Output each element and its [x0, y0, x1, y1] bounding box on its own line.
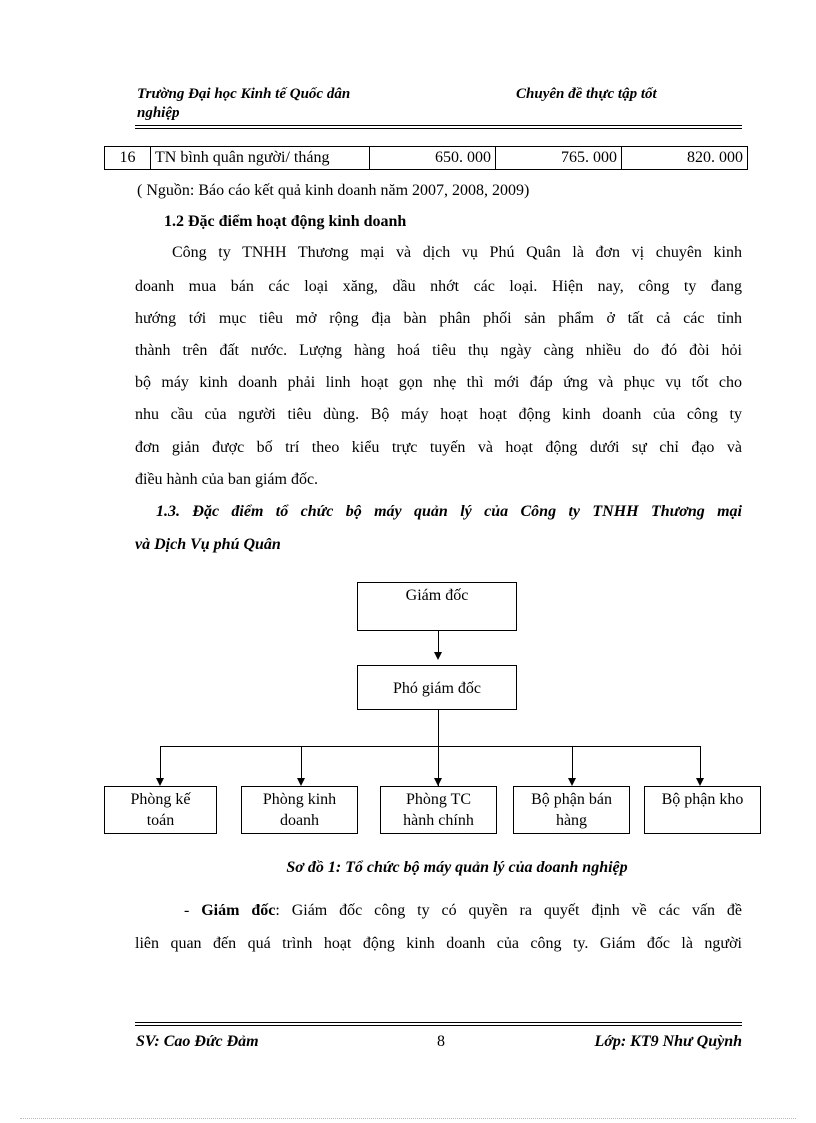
page-number: 8	[437, 1033, 445, 1050]
org-chart-caption: Sơ đồ 1: Tổ chức bộ máy quản lý của doanh nghiệp	[286, 859, 628, 876]
arrow-down-icon	[434, 652, 442, 660]
header-report-type: Chuyên đề thực tập tốt	[516, 86, 657, 102]
section-12-line: doanh mua bán các loại xăng, dầu nhớt các loại. Hiện nay, công ty đang	[135, 278, 742, 295]
value-2008: 765. 000	[496, 147, 622, 170]
connector-horizontal-bus	[160, 746, 701, 747]
value-2007: 650. 000	[370, 147, 496, 170]
arrow-down-icon	[568, 778, 576, 786]
section-12-line: hướng tới mục tiêu mở rộng địa bàn phân phối sản phẩm ở tất cả các tỉnh	[135, 310, 742, 327]
org-box-sales	[513, 786, 630, 834]
arrow-down-icon	[434, 778, 442, 786]
section-12-title: 1.2 Đặc điểm hoạt động kinh doanh	[164, 213, 407, 230]
section-12-line: nhu cầu của người tiêu dùng. Bộ máy hoạt hoạt động kinh doanh của công ty	[135, 406, 742, 423]
header-school: Trường Đại học Kinh tế Quốc dân	[137, 86, 351, 102]
section-12-line: điều hành của ban giám đốc.	[135, 471, 319, 488]
section-12-line: bộ máy kinh doanh phải linh hoạt gọn nhẹ thì mới đáp ứng và phục vụ tốt cho	[135, 374, 742, 391]
section-12-line: đơn giản được bố trí theo kiểu trực tuyến và hoạt động dưới sự chỉ đạo và	[135, 439, 742, 456]
row-label: TN bình quân người/ tháng	[151, 147, 370, 170]
footer-class: Lớp: KT9 Như Quỳnh	[594, 1033, 742, 1050]
dept-label: Phòng TC	[405, 791, 472, 808]
connector-drop	[700, 746, 701, 779]
dept-label: hàng	[555, 812, 588, 829]
header-school-wrap: nghiệp	[137, 105, 180, 121]
section-13-title-wrap: và Dịch Vụ phú Quân	[135, 536, 281, 553]
connector-deputy-center	[438, 710, 439, 787]
table-row	[105, 147, 748, 170]
connector-drop	[301, 746, 302, 779]
arrow-down-icon	[156, 778, 164, 786]
header-rule-bottom	[135, 128, 742, 129]
connector-director-deputy	[438, 631, 439, 654]
dept-label: Bộ phận bán	[531, 791, 612, 808]
director-para-text: : Giám đốc công ty có quyền ra quyết định về các vấn đề	[275, 902, 743, 919]
dept-label: Phòng kế	[130, 791, 191, 808]
header-rule-top	[135, 125, 742, 126]
source-note: ( Nguồn: Báo cáo kết quả kinh doanh năm 2007, 2008, 2009)	[137, 182, 530, 199]
dept-label: toán	[146, 812, 175, 829]
arrow-down-icon	[297, 778, 305, 786]
org-box-accounting	[104, 786, 217, 834]
org-box-business	[241, 786, 358, 834]
row-number: 16	[105, 147, 151, 170]
dept-label: Phòng kinh	[262, 791, 337, 808]
director-para-line2: liên quan đến quá trình hoạt động kinh doanh của công ty. Giám đốc là người	[135, 935, 742, 952]
income-table-row	[104, 146, 748, 170]
org-box-warehouse	[644, 786, 761, 834]
value-2009: 820. 000	[622, 147, 748, 170]
dept-label: doanh	[279, 812, 320, 829]
dept-label: hành chính	[403, 812, 474, 829]
section-12-line: thành trên đất nước. Lượng hàng hoá tiêu thụ ngày càng nhiều do đó đòi hỏi	[135, 342, 742, 359]
footer-rule-top	[135, 1022, 742, 1023]
footer-rule-bottom	[135, 1025, 742, 1026]
section-12-line: Công ty TNHH Thương mại và dịch vụ Phú Quân là đơn vị chuyên kinh	[172, 244, 742, 261]
connector-drop	[160, 746, 161, 779]
footer-student: SV: Cao Đức Đảm	[136, 1033, 259, 1050]
org-box-deputy: Phó giám đốc	[357, 665, 517, 710]
list-dash: -	[184, 902, 202, 919]
page-edge-divider	[20, 1118, 796, 1119]
org-box-director: Giám đốc	[357, 582, 517, 631]
section-13-title: 1.3. Đặc điểm tổ chức bộ máy quản lý của Công ty TNHH Thương mại	[156, 503, 742, 520]
dept-label: Bộ phận kho	[661, 791, 744, 808]
term-director: Giám đốc	[201, 902, 276, 919]
arrow-down-icon	[696, 778, 704, 786]
connector-drop	[572, 746, 573, 779]
director-para-line1	[184, 903, 742, 919]
org-box-admin	[380, 786, 497, 834]
